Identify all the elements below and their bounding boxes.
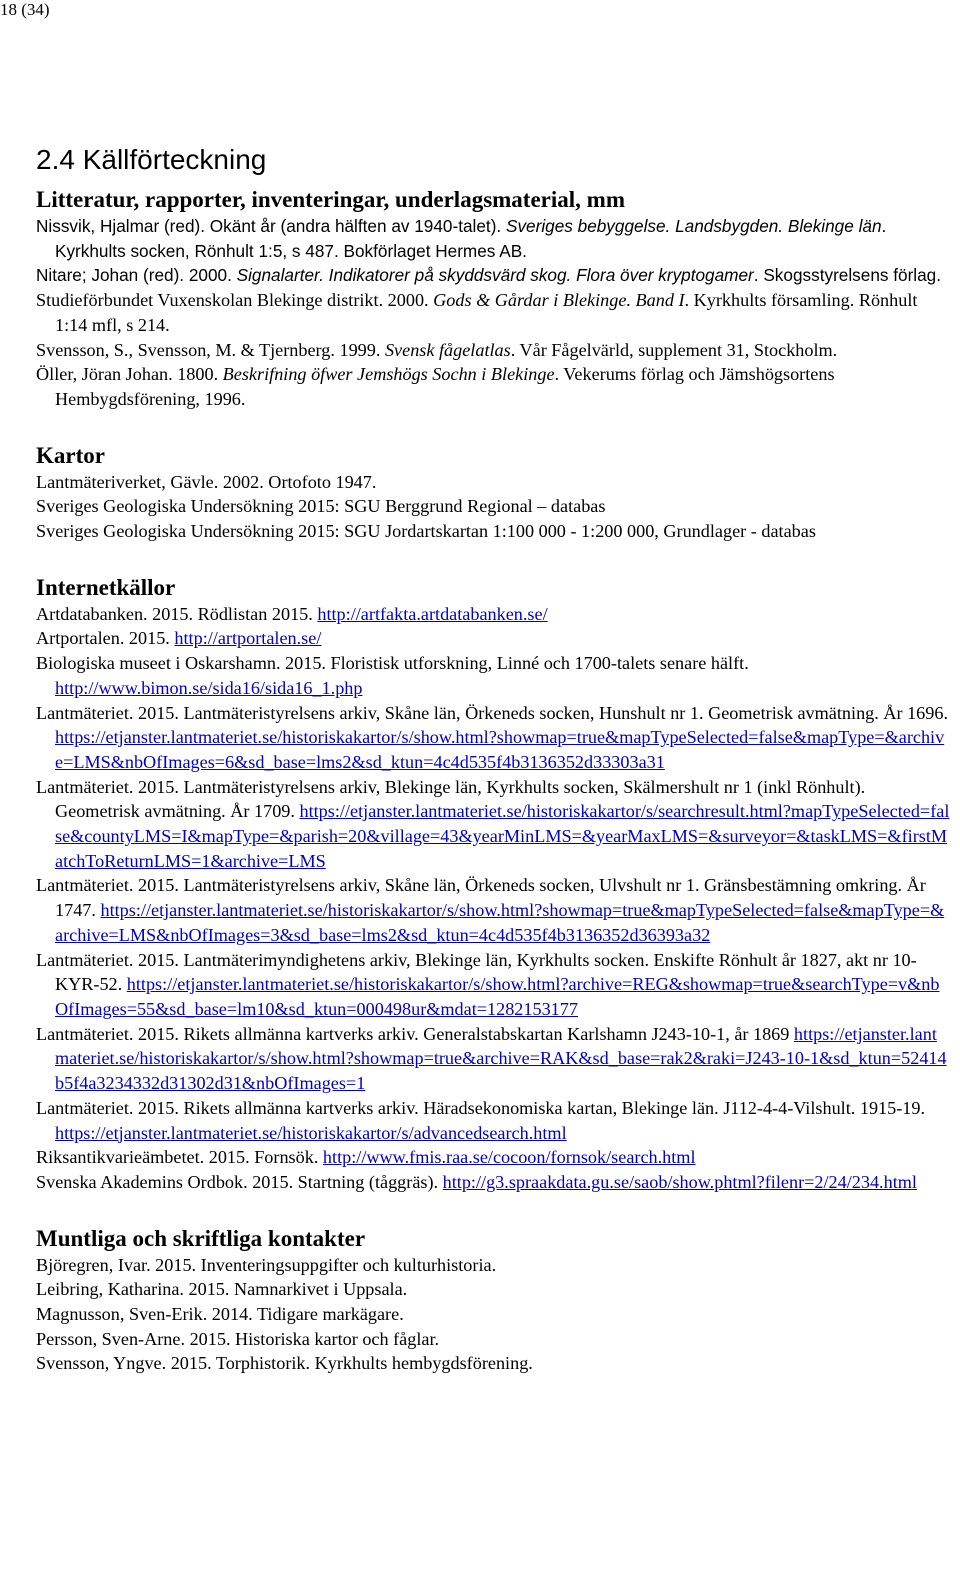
literature-entry: Nitare; Johan (red). 2000. Signalarter. Indikatorer på skyddsvärd skog. Flora över kryptogamer. Skogsstyrelsens förlag. [36, 265, 942, 286]
literature-section [36, 186, 950, 412]
source-link[interactable]: http://artportalen.se/ [174, 628, 322, 649]
internet-entry: Lantmäteriet. 2015. Lantmäteristyrelsens arkiv, Blekinge län, Kyrkhults socken, Skälmershult nr 1 (inkl Rönhult). Geometrisk avmätning. År 1709. https://etjanster.lantmateriet.se/historiskakartor/s/searchresult.html?mapTypeSelected=false&countyLMS=I&mapType=&parish=20&village=43&yearMinLMS=&yearMaxLMS=&surveyor=&taskLMS=&firstMatchToReturnLMS=1&archive=LMS [36, 776, 950, 871]
contact-entry: Svensson, Yngve. 2015. Torphistorik. Kyrkhults hembygdsförening. [36, 1353, 533, 1374]
contact-entry: Persson, Sven-Arne. 2015. Historiska kartor och fåglar. [36, 1328, 440, 1349]
contact-entry: Leibring, Katharina. 2015. Namnarkivet i Uppsala. [36, 1279, 408, 1300]
literature-title: Litteratur, rapporter, inventeringar, underlagsmaterial, mm [36, 187, 625, 212]
contact-entry: Magnusson, Sven-Erik. 2014. Tidigare markägare. [36, 1304, 404, 1325]
literature-entry: Studieförbundet Vuxenskolan Blekinge distrikt. 2000. Gods & Gårdar i Blekinge. Band I. Kyrkhults församling. Rönhult 1:14 mfl, s 214. [36, 290, 918, 335]
internet-entry: Lantmäteriet. 2015. Rikets allmänna kartverks arkiv. Generalstabskartan Karlshamn J243-10-1, år 1869 https://etjanster.lantmateriet.se/historiskakartor/s/show.html?showmap=true&archive=RAK&sd_base=rak2&raki=J243-10-1&sd_ktun=52414b5f4a3234332d31302d31&nbOfImages=1 [36, 1023, 947, 1094]
map-entry: Sveriges Geologiska Undersökning 2015: SGU Berggrund Regional – databas [36, 496, 606, 517]
map-entry: Lantmäteriverket, Gävle. 2002. Ortofoto 1947. [36, 471, 377, 492]
document-body [36, 140, 950, 1376]
internet-entry: Lantmäteriet. 2015. Rikets allmänna kartverks arkiv. Häradsekonomiska kartan, Blekinge län. J112-4-4-Vilshult. 1915-19. https://etjanster.lantmateriet.se/historiskakartor/s/advancedsearch.html [36, 1097, 926, 1143]
source-link[interactable]: https://etjanster.lantmateriet.se/historiskakartor/s/show.html?showmap=true&mapTypeSelected=false&mapType=&archive=LMS&nbOfImages=6&sd_base=lms2&sd_ktun=4c4d535f4b3136352d33303a31 [55, 727, 945, 772]
internet-entry: Svenska Akademins Ordbok. 2015. Startning (tåggräs). http://g3.spraakdata.gu.se/saob/show.phtml?filenr=2/24/234.html [36, 1171, 917, 1192]
source-link[interactable]: http://g3.spraakdata.gu.se/saob/show.phtml?filenr=2/24/234.html [442, 1171, 917, 1192]
source-link[interactable]: https://etjanster.lantmateriet.se/historiskakartor/s/show.html?showmap=true&archive=RAK&sd_base=rak2&raki=J243-10-1&sd_ktun=52414b5f4a3234332d31302d31&nbOfImages=1 [55, 1023, 947, 1094]
internet-entry: Riksantikvarieämbetet. 2015. Fornsök. http://www.fmis.raa.se/cocoon/fornsok/search.html [36, 1147, 696, 1168]
contacts-section [36, 1225, 950, 1377]
map-entry: Sveriges Geologiska Undersökning 2015: SGU Jordartskartan 1:100 000 - 1:200 000, Grundlager - databas [36, 521, 816, 542]
contacts-title: Muntliga och skriftliga kontakter [36, 1225, 366, 1251]
source-link[interactable]: http://www.fmis.raa.se/cocoon/fornsok/search.html [322, 1147, 696, 1168]
source-link[interactable]: https://etjanster.lantmateriet.se/historiskakartor/s/show.html?archive=REG&showmap=true&searchType=v&nbOfImages=55&sd_base=lm10&sd_ktun=000498ur&mdat=1282153177 [55, 974, 940, 1019]
maps-title: Kartor [36, 442, 105, 468]
internet-entry: Lantmäteriet. 2015. Lantmäteristyrelsens arkiv, Skåne län, Örkeneds socken, Hunshult nr 1. Geometrisk avmätning. År 1696. https://etjanster.lantmateriet.se/historiskakartor/s/show.html?showmap=true&mapTypeSelected=false&mapType=&archive=LMS&nbOfImages=6&sd_base=lms2&sd_ktun=4c4d535f4b3136352d33303a31 [36, 702, 949, 772]
internet-section [36, 574, 950, 1195]
section-heading: 2.4 Källförteckning [36, 144, 267, 175]
internet-entry: Lantmäteriet. 2015. Lantmäteristyrelsens arkiv, Skåne län, Örkeneds socken, Ulvshult nr 1. Gränsbestämning omkring. År 1747. https://etjanster.lantmateriet.se/historiskakartor/s/show.html?showmap=true&mapTypeSelected=false&mapType=&archive=LMS&nbOfImages=3&sd_base=lms2&sd_ktun=4c4d535f4b3136352d36393a32 [36, 875, 945, 945]
maps-section [36, 442, 950, 544]
page-number: 18 (34) [0, 0, 50, 19]
literature-entry: Öller, Jöran Johan. 1800. Beskrifning öfwer Jemshögs Sochn i Blekinge. Vekerums förlag och Jämshögsortens Hembygdsförening, 1996. [36, 364, 835, 409]
internet-title: Internetkällor [36, 574, 176, 600]
internet-entry: Lantmäteriet. 2015. Lantmäterimyndighetens arkiv, Blekinge län, Kyrkhults socken. Enskifte Rönhult år 1827, akt nr 10-KYR-52. https://etjanster.lantmateriet.se/historiskakartor/s/show.html?archive=REG&showmap=true&searchType=v&nbOfImages=55&sd_base=lm10&sd_ktun=000498ur&mdat=1282153177 [36, 949, 940, 1019]
source-link[interactable]: https://etjanster.lantmateriet.se/historiskakartor/s/advancedsearch.html [55, 1122, 567, 1143]
contact-entry: Björegren, Ivar. 2015. Inventeringsuppgifter och kulturhistoria. [36, 1254, 497, 1275]
source-link[interactable]: http://www.bimon.se/sida16/sida16_1.php [55, 677, 363, 698]
literature-entry: Svensson, S., Svensson, M. & Tjernberg. 1999. Svensk fågelatlas. Vår Fågelvärld, supplement 31, Stockholm. [36, 339, 838, 360]
internet-entry: Artdatabanken. 2015. Rödlistan 2015. http://artfakta.artdatabanken.se/ [36, 603, 548, 624]
source-link[interactable]: https://etjanster.lantmateriet.se/historiskakartor/s/searchresult.html?mapTypeSelected=false&countyLMS=I&mapType=&parish=20&village=43&yearMinLMS=&yearMaxLMS=&surveyor=&taskLMS=&firstMatchToReturnLMS=1&archive=LMS [55, 801, 950, 871]
source-link[interactable]: https://etjanster.lantmateriet.se/historiskakartor/s/show.html?showmap=true&mapTypeSelected=false&mapType=&archive=LMS&nbOfImages=3&sd_base=lms2&sd_ktun=4c4d535f4b3136352d36393a32 [55, 900, 945, 945]
internet-entry: Biologiska museet i Oskarshamn. 2015. Floristisk utforskning, Linné och 1700-talets senare hälft. http://www.bimon.se/sida16/sida16_1.php [36, 653, 749, 698]
internet-entry: Artportalen. 2015. http://artportalen.se/ [36, 628, 322, 649]
source-link[interactable]: http://artfakta.artdatabanken.se/ [317, 603, 548, 624]
literature-entry: Nissvik, Hjalmar (red). Okänt år (andra hälften av 1940-talet). Sveriges bebyggelse. Landsbygden. Blekinge län. Kyrkhults socken, Rönhult 1:5, s 487. Bokförlaget Hermes AB. [36, 216, 887, 261]
